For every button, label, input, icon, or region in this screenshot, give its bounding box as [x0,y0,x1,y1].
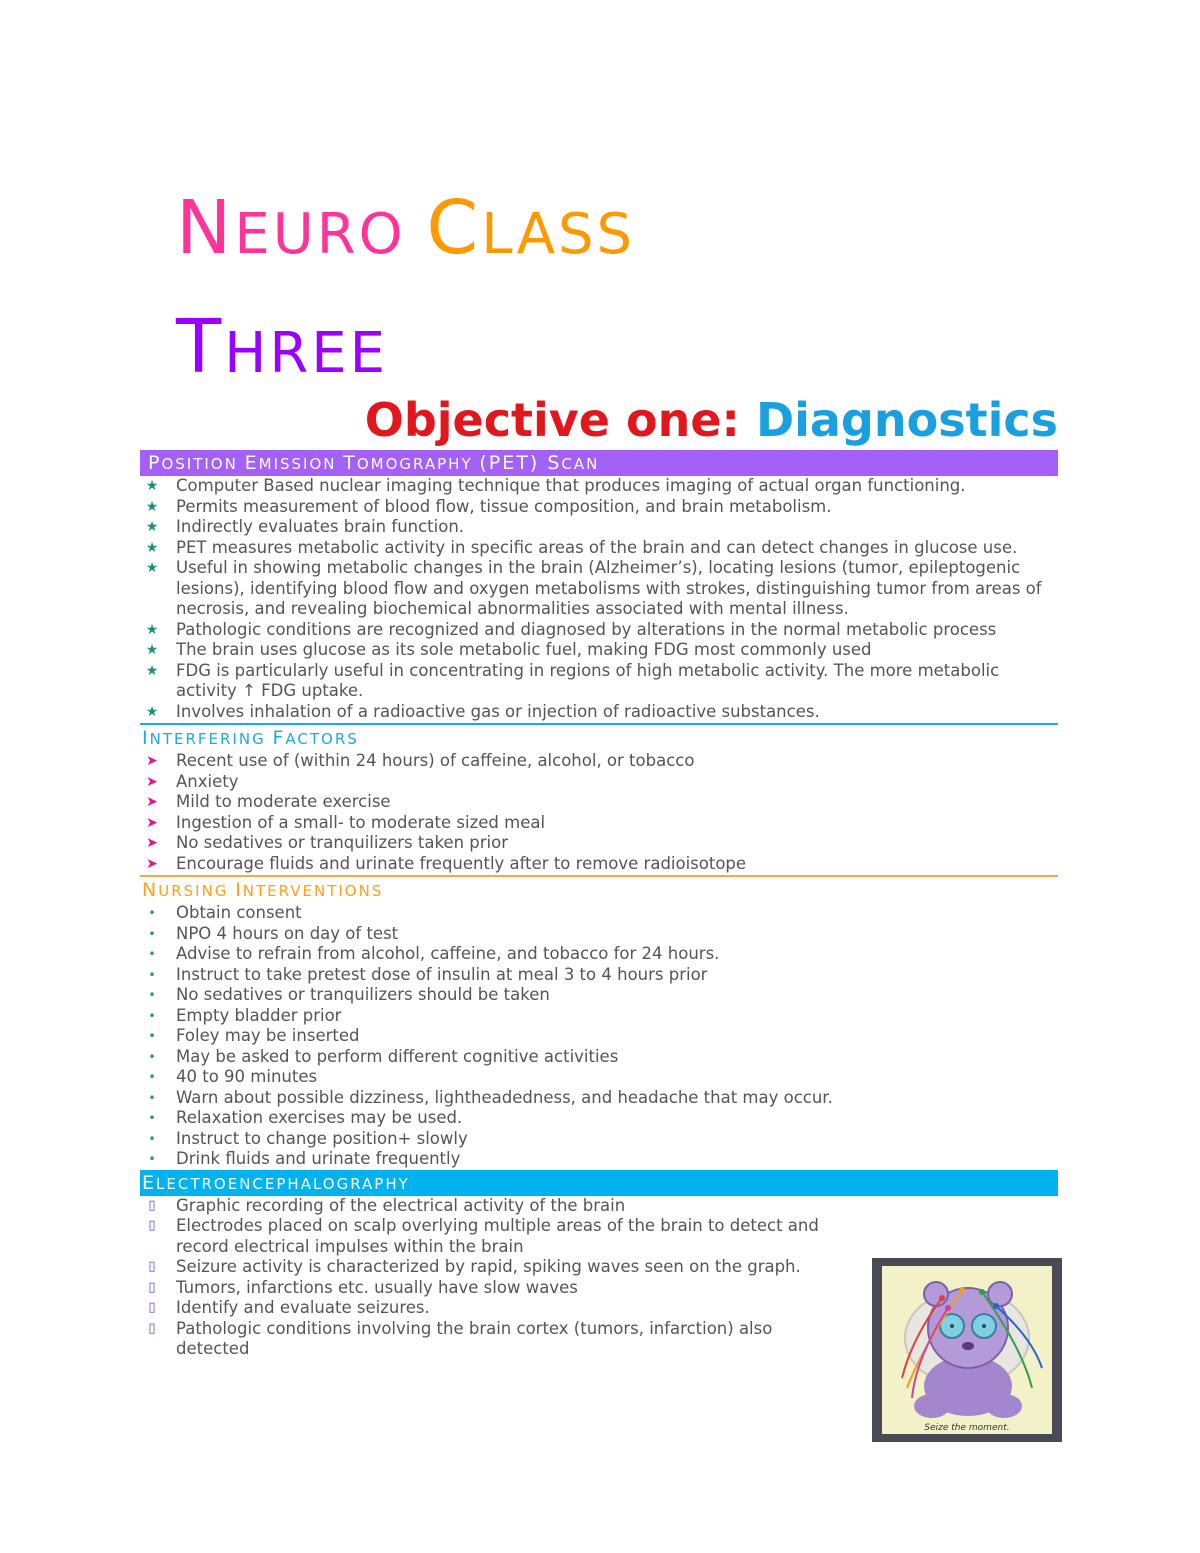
bullet-icon: • [148,967,156,982]
list-item [140,965,1058,986]
heading-cap: E [142,1171,157,1194]
list-item [140,558,1058,620]
list-item-text: Mild to moderate exercise [176,792,391,811]
list-item [140,1196,830,1217]
list-item [140,813,1058,834]
list-item-text: Computer Based nuclear imaging technique that produces imaging of actual organ functioning. [176,476,966,495]
bullet-icon: • [148,1029,156,1043]
bullet-icon: ➤ [146,753,158,769]
list-item-text: Identify and evaluate seizures. [176,1298,430,1317]
list-item-text: Pathologic conditions are recognized and diagnosed by alterations in the normal metabolic process [176,619,997,639]
heading-cap: P [148,452,162,474]
list-item-text: Electrodes placed on scalp overlying multiple areas of the brain to detect and record electrical impulses within the brain [176,1216,819,1256]
list-item-text: Anxiety [176,771,239,791]
heading-rest: MISSION [258,455,344,473]
list-item [140,772,1058,793]
list-item [140,903,1058,924]
section-heading-interfering-factors [140,725,1058,751]
bear-caption: Seize the moment. [924,1423,1010,1433]
list-item-text: Involves inhalation of a radioactive gas or injection of radioactive substances. [176,701,820,721]
list-item [140,1216,830,1257]
bullet-icon: ★ [145,621,159,638]
list-item-text: Indirectly evaluates brain function. [176,517,465,536]
section-heading-nursing-interventions [140,877,1058,903]
list-item-text: Advise to refrain from alcohol, caffeine, and tobacco for 24 hours. [176,944,720,963]
list-item-text: Useful in showing metabolic changes in the brain (Alzheimer’s), locating lesions (tumor, epileptogenic lesions), identifying blood flow and oxygen metabolisms with strokes, distinguishing tumor from areas of necrosis, and revealing biochemical abnormalities associated with mental illness. [176,558,1042,618]
bullet-icon: • [148,947,156,961]
bullet-icon: ▯ [148,1218,156,1233]
list-item-text: Drink fluids and urinate frequently [176,1149,461,1168]
list-item-text: The brain uses glucose as its sole metabolic fuel, making FDG most commonly used [176,640,872,659]
bullet-icon: ➤ [146,773,158,790]
list-item [140,1006,1058,1027]
content-body [140,450,1058,1360]
bullet-icon: • [148,1008,156,1023]
bullet-icon: • [148,926,156,941]
list-item-text: Graphic recording of the electrical activity of the brain [176,1195,626,1215]
heading-rest: OSITION [161,455,245,473]
heading-rest: NTERVENTIONS [242,882,384,900]
list-item-text: No sedatives or tranquilizers should be taken [176,985,550,1004]
title-word-three: THREE [176,304,388,390]
heading-rest: LECTROENCEPHALOGRAPHY [156,1174,410,1193]
interfering-factors-list [140,751,1058,874]
bullet-icon: • [148,1111,156,1125]
list-item-text: Recent use of (within 24 hours) of caffeine, alcohol, or tobacco [176,751,695,770]
bullet-icon: ★ [145,498,159,515]
list-item [140,1149,1058,1170]
list-item-text: May be asked to perform different cognitive activities [176,1046,619,1066]
list-item [140,1047,1058,1068]
heading-rest: NTERFERING [149,730,273,748]
bullet-icon: ▯ [148,1197,156,1213]
list-item [140,792,1058,813]
bullet-icon: ▯ [148,1259,156,1274]
bullet-icon: ★ [145,519,159,535]
heading-rest: ACTORS [285,730,359,748]
bullet-icon: ★ [145,662,159,679]
objective-topic: Diagnostics [755,393,1058,447]
heading-cap: I [142,727,150,749]
bullet-icon: • [148,906,156,920]
list-item [140,751,1058,772]
list-item [140,702,1058,723]
bullet-icon: ➤ [146,835,158,851]
eeg-list [140,1196,830,1360]
bullet-icon: ▯ [148,1300,156,1315]
list-item-text: Instruct to change position+ slowly [176,1128,468,1148]
bear-drawing [872,1258,1062,1442]
list-item-text: Obtain consent [176,903,302,922]
list-item-text: No sedatives or tranquilizers taken prior [176,833,509,852]
list-item [140,833,1058,854]
list-item-text: Relaxation exercises may be used. [176,1108,463,1127]
eeg-bear-illustration [872,1258,1062,1442]
heading-cap: F [272,727,286,749]
title-word-neuro: NEURO [176,185,406,271]
heading-cap: E [244,452,259,474]
heading-rest: URSING [158,882,236,900]
list-item-text: Ingestion of a small- to moderate sized meal [176,812,546,832]
bullet-icon: ➤ [146,814,158,831]
list-item [140,640,1058,661]
list-item-text: Permits measurement of blood flow, tissue composition, and brain metabolism. [176,496,832,516]
nursing-interventions-list [140,903,1058,1170]
list-item-text: Foley may be inserted [176,1026,360,1045]
list-item [140,517,1058,538]
list-item [140,1257,830,1278]
bullet-icon: • [148,1131,156,1146]
list-item-text: Encourage fluids and urinate frequently after to remove radioisotope [176,853,747,873]
list-item-text: Pathologic conditions involving the brain cortex (tumors, infarction) also detected [176,1318,773,1358]
bullet-icon: • [148,1090,156,1105]
bullet-icon: ▯ [148,1279,156,1295]
heading-rest: OMOGRAPHY [356,455,480,473]
list-item-text: FDG is particularly useful in concentrating in regions of high metabolic activity. The more metabolic activity ↑ FDG uptake. [176,660,1000,700]
list-item-text: Warn about possible dizziness, lightheadedness, and headache that may occur. [176,1087,833,1107]
list-item [140,1108,1058,1129]
bullet-icon: ★ [145,703,159,720]
bullet-icon: ★ [145,642,159,658]
heading-rest: CAN [561,455,600,473]
bullet-icon: ➤ [146,855,158,872]
list-item-text: Instruct to take pretest dose of insulin at meal 3 to 4 hours prior [176,964,708,984]
list-item-text: Empty bladder prior [176,1005,342,1025]
objective-label: Objective one: [364,393,740,447]
list-item [140,661,1058,702]
list-item [140,497,1058,518]
bullet-icon: • [148,1152,156,1166]
heading-cap: N [142,879,159,901]
bullet-icon: ★ [145,539,159,556]
objective-subtitle [0,390,1058,450]
list-item [140,944,1058,965]
bullet-icon: • [148,1049,156,1064]
list-item [140,985,1058,1006]
bullet-icon: ▯ [148,1320,156,1336]
list-item [140,854,1058,875]
bullet-icon: ➤ [146,794,158,810]
list-item [140,620,1058,641]
section-heading-eeg [140,1170,1058,1196]
bullet-icon: ★ [145,560,159,576]
list-item [140,1278,830,1299]
bullet-icon: ★ [145,478,159,494]
list-item [140,1067,1058,1088]
section-heading-pet [140,450,1058,476]
list-item [140,476,1058,497]
list-item [140,1026,1058,1047]
list-item [140,1319,830,1360]
list-item [140,538,1058,559]
heading-cap: I [235,879,243,901]
title-word-class: CLASS [426,185,636,271]
list-item [140,1129,1058,1150]
list-item-text: Tumors, infarctions etc. usually have slow waves [176,1277,578,1297]
bullet-icon: • [148,988,156,1002]
pet-list [140,476,1058,722]
heading-cap: T [343,452,357,474]
page-title [176,172,1076,410]
heading-cap: (PET) S [479,452,562,474]
list-item [140,1088,1058,1109]
list-item-text: NPO 4 hours on day of test [176,923,399,943]
list-item [140,1298,830,1319]
list-item [140,924,1058,945]
list-item-text: Seizure activity is characterized by rapid, spiking waves seen on the graph. [176,1257,801,1276]
bullet-icon: • [148,1070,156,1084]
list-item-text: PET measures metabolic activity in specific areas of the brain and can detect changes in glucose use. [176,537,1018,557]
list-item-text: 40 to 90 minutes [176,1067,318,1086]
